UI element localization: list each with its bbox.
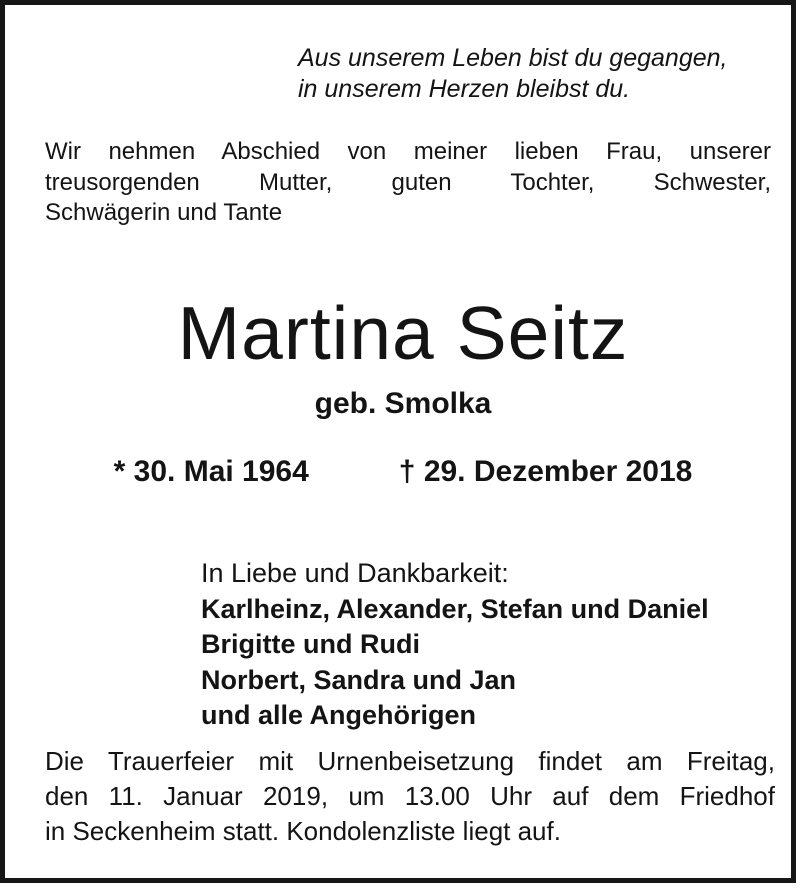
- intro-line-3: Schwägerin und Tante: [45, 199, 283, 226]
- funeral-line-3: in Seckenheim statt. Kondolenzliste liegt auf.: [45, 816, 561, 846]
- epigraph: [298, 43, 727, 105]
- intro-paragraph: [45, 137, 771, 229]
- intro-line-1: Wir nehmen Abschied von meiner lieben Frau, unserer: [45, 138, 771, 165]
- mourners-block: [201, 556, 709, 734]
- funeral-details: [45, 744, 775, 849]
- mourner-line: und alle Angehörigen: [201, 700, 477, 730]
- mourner-line: Brigitte und Rudi: [201, 629, 420, 659]
- funeral-line-2: den 11. Januar 2019, um 13.00 Uhr auf dem Friedhof: [45, 781, 775, 811]
- epigraph-line-1: Aus unserem Leben bist du gegangen,: [298, 44, 728, 72]
- death-date: † 29. Dezember 2018: [398, 455, 693, 488]
- mourners-heading: In Liebe und Dankbarkeit:: [201, 558, 509, 588]
- intro-line-2: treusorgenden Mutter, guten Tochter, Schwester,: [45, 168, 771, 196]
- mourner-line: Norbert, Sandra und Jan: [201, 664, 517, 695]
- birth-name: geb. Smolka: [314, 387, 492, 420]
- birth-date: * 30. Mai 1964: [113, 455, 309, 488]
- funeral-line-1: Die Trauerfeier mit Urnenbeisetzung findet am Freitag,: [45, 746, 775, 776]
- mourner-line: Karlheinz, Alexander, Stefan und Daniel: [201, 593, 709, 624]
- life-dates: [5, 454, 800, 490]
- epigraph-line-2: in unserem Herzen bleibst du.: [298, 75, 631, 103]
- deceased-name: Martina Seitz: [177, 291, 629, 375]
